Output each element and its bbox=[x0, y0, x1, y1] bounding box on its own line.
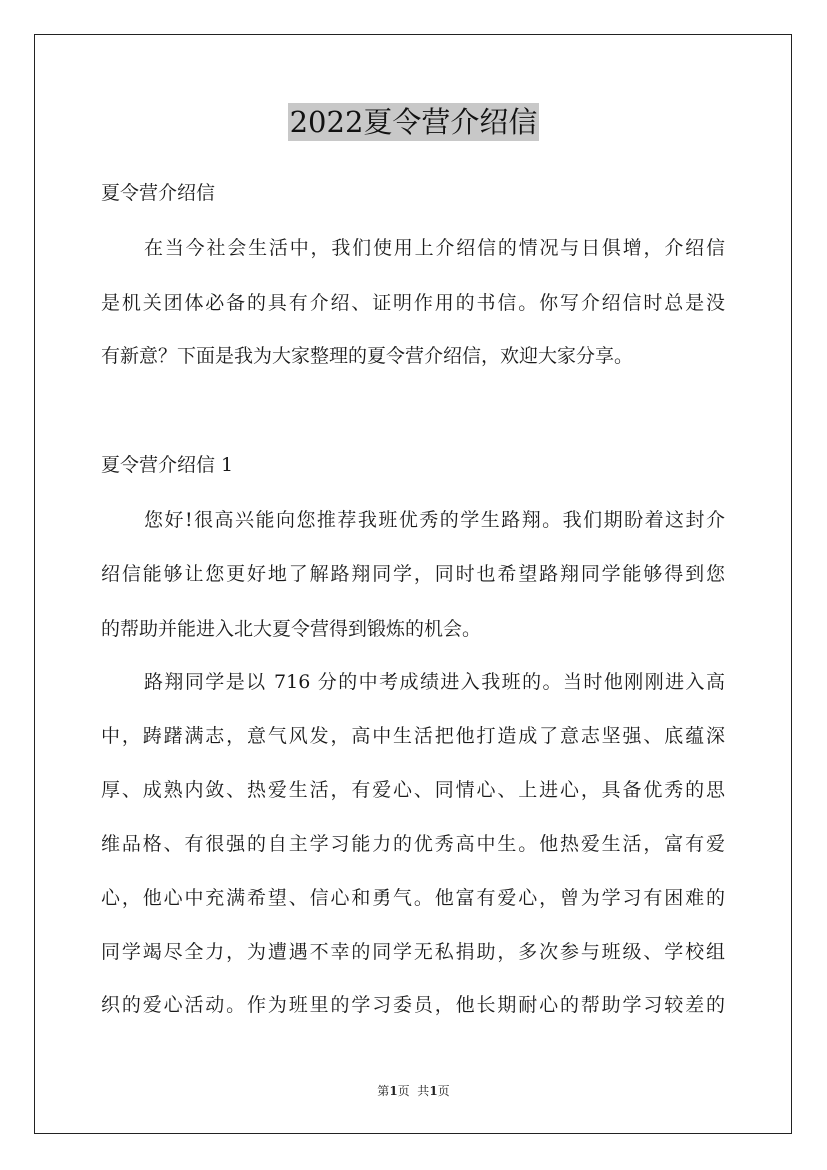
paragraph-line: 厚、成熟内敛、热爱生活，有爱心、同情心、上进心，具备优秀的思 bbox=[101, 779, 725, 801]
footer-page-prefix: 第 bbox=[377, 1084, 390, 1098]
paragraph-line: 路翔同学是以 716 分的中考成绩进入我班的。当时他刚刚进入高 bbox=[144, 671, 725, 693]
paragraph-line: 维品格、有很强的自主学习能力的优秀高中生。他热爱生活，富有爱 bbox=[101, 833, 725, 855]
paragraph-line: 在当今社会生活中，我们使用上介绍信的情况与日俱增，介绍信 bbox=[144, 237, 725, 259]
footer-page-suffix: 页 bbox=[437, 1084, 450, 1098]
title-container bbox=[0, 103, 827, 141]
paragraph-line: 织的爱心活动。作为班里的学习委员，他长期耐心的帮助学习较差的 bbox=[101, 994, 725, 1016]
document-title: 2022夏令营介绍信 bbox=[289, 105, 538, 139]
section-heading: 夏令营介绍信 bbox=[101, 182, 216, 204]
footer-page-mid: 页 共 bbox=[397, 1084, 430, 1098]
paragraph-line: 有新意？下面是我为大家整理的夏令营介绍信，欢迎大家分享。 bbox=[101, 345, 634, 367]
paragraph-line: 绍信能够让您更好地了解路翔同学，同时也希望路翔同学能够得到您 bbox=[101, 563, 725, 585]
paragraph-line: 的帮助并能进入北大夏令营得到锻炼的机会。 bbox=[101, 618, 482, 640]
section-heading: 夏令营介绍信 1 bbox=[101, 454, 234, 476]
paragraph-line: 是机关团体必备的具有介绍、证明作用的书信。你写介绍信时总是没 bbox=[101, 292, 725, 314]
footer-page-total: 1 bbox=[429, 1084, 438, 1098]
paragraph-line: 中，踌躇满志，意气风发，高中生活把他打造成了意志坚强、底蕴深 bbox=[101, 725, 725, 747]
paragraph-line: 您好!很高兴能向您推荐我班优秀的学生路翔。我们期盼着这封介 bbox=[144, 509, 725, 531]
footer-page-current: 1 bbox=[389, 1084, 398, 1098]
paragraph-line: 同学竭尽全力，为遭遇不幸的同学无私捐助，多次参与班级、学校组 bbox=[101, 941, 725, 963]
page-footer bbox=[0, 1083, 827, 1099]
paragraph-line: 心，他心中充满希望、信心和勇气。他富有爱心，曾为学习有困难的 bbox=[101, 887, 725, 909]
